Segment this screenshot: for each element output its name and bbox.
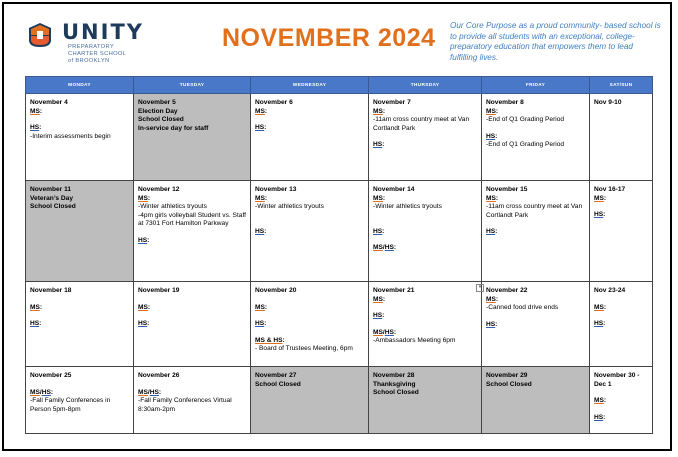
day-cell-nov-5[interactable] <box>134 94 251 181</box>
colon: : <box>147 303 151 311</box>
hs-label: HS <box>486 228 496 236</box>
colon: : <box>382 194 386 202</box>
event-text: -Winter athletics tryouts <box>255 203 324 211</box>
week-row-2 <box>26 181 653 282</box>
hs-label: HS <box>149 388 159 396</box>
event-text: -Fall Family Conferences Virtual 8:30am-2pm <box>138 397 232 413</box>
ms-and-hs-label: MS & HS <box>255 336 283 344</box>
colon: : <box>603 194 607 202</box>
slash: / <box>147 388 150 396</box>
date-label: Nov 23-24 <box>594 287 626 294</box>
event-text: Veteran’s Day <box>30 194 74 202</box>
page-title: NOVEMBER 2024 <box>222 24 436 52</box>
ms-label: MS <box>138 194 148 202</box>
event-text: School Closed <box>373 389 419 397</box>
hs-label: HS <box>594 413 604 421</box>
event-text: -End of Q1 Grading Period <box>486 116 565 124</box>
colon: : <box>147 236 150 244</box>
date-label: November 29 <box>486 372 528 379</box>
colon: : <box>495 295 499 303</box>
day-cell-nov-7[interactable] <box>369 94 482 181</box>
date-label: November 21 <box>373 287 415 294</box>
colon: : <box>495 320 498 328</box>
ms-label: MS <box>373 194 383 202</box>
day-cell-nov-8[interactable] <box>482 94 590 181</box>
colon: : <box>264 124 267 132</box>
colon: : <box>382 295 386 303</box>
colon: : <box>393 328 397 336</box>
day-cell-nov-21[interactable] <box>369 282 482 367</box>
event-text: - Board of Trustees Meeting, 6pm <box>255 345 353 353</box>
date-label: November 14 <box>373 186 415 193</box>
colon: : <box>393 244 397 252</box>
event-text: -Ambassadors Meeting 6pm <box>373 337 456 345</box>
colon: : <box>264 107 268 115</box>
colon: : <box>264 227 267 235</box>
colon: : <box>495 228 498 236</box>
event-text: School Closed <box>255 380 301 388</box>
ms-label: MS <box>255 194 265 202</box>
date-label: November 19 <box>138 287 180 294</box>
colon: : <box>50 388 54 396</box>
event-text: -Winter athletics tryouts <box>373 203 442 211</box>
hs-label: HS <box>384 328 394 336</box>
colon: : <box>382 227 385 235</box>
day-cell-nov-26[interactable] <box>134 367 251 434</box>
event-text: -Fall Family Conferences in Person 5pm-8pm <box>30 397 111 413</box>
hs-label: HS <box>486 132 496 140</box>
colon: : <box>282 336 285 344</box>
day-cell-nov-19[interactable] <box>134 282 251 367</box>
day-cell-nov-25[interactable] <box>26 367 134 434</box>
event-text: School Closed <box>486 380 532 388</box>
day-cell-nov-22[interactable] <box>482 282 590 367</box>
header-tuesday: TUESDAY <box>134 77 251 94</box>
ms-label: MS <box>594 194 604 202</box>
day-cell-nov-9-10[interactable] <box>590 94 653 181</box>
date-label: November 27 <box>255 372 297 379</box>
colon: : <box>603 211 606 219</box>
day-cell-nov-11[interactable] <box>26 181 134 282</box>
week-row-3 <box>26 282 653 367</box>
header-thursday: THURSDAY <box>369 77 482 94</box>
hs-label: HS <box>30 320 40 328</box>
date-label: Nov 16-17 <box>594 186 626 193</box>
colon: : <box>382 312 385 320</box>
core-purpose-text: Our Core Purpose as a proud community- based school is to provide all students with an exceptional, college-preparatory education that empowers them to lead fulfilling lives. <box>450 21 661 62</box>
date-label: November 22 <box>486 287 528 294</box>
colon: : <box>264 194 268 202</box>
colon: : <box>39 124 42 132</box>
colon: : <box>603 320 606 328</box>
date-label: November 30 - Dec 1 <box>594 372 640 388</box>
colon: : <box>147 194 151 202</box>
ms-label: MS <box>486 194 496 202</box>
ms-label: MS <box>255 303 265 311</box>
date-label: November 20 <box>255 287 297 294</box>
ms-label: MS <box>30 107 40 115</box>
colon: : <box>382 141 385 149</box>
hs-label: HS <box>255 124 265 132</box>
colon: : <box>495 194 499 202</box>
ms-label: MS <box>486 295 496 303</box>
ms-label: MS <box>373 295 383 303</box>
header-friday: FRIDAY <box>482 77 590 94</box>
hs-label: HS <box>255 227 265 235</box>
logo-wordmark: UNITY <box>62 20 144 44</box>
header-wednesday: WEDNESDAY <box>251 77 369 94</box>
ms-label: MS <box>594 303 604 311</box>
event-text: -End of Q1 Grading Period <box>486 141 565 149</box>
header-weekend: SAT/SUN <box>590 77 653 94</box>
hs-label: HS <box>373 312 383 320</box>
slash: / <box>382 244 385 252</box>
colon: : <box>39 107 43 115</box>
header-monday: MONDAY <box>26 77 134 94</box>
hs-label: HS <box>138 236 148 244</box>
day-cell-nov-30-dec-1[interactable] <box>590 367 653 434</box>
day-cell-nov-6[interactable] <box>251 94 369 181</box>
hs-label: HS <box>30 124 40 132</box>
ms-label: MS <box>30 303 40 311</box>
hs-label: HS <box>255 320 265 328</box>
colon: : <box>264 303 268 311</box>
event-text: School Closed <box>30 203 76 211</box>
day-cell-nov-16-17[interactable] <box>590 181 653 282</box>
colon: : <box>382 107 386 115</box>
day-cell-nov-27[interactable] <box>251 367 369 434</box>
date-label: November 15 <box>486 186 528 193</box>
event-text: -Canned food drive ends <box>486 304 559 312</box>
week-row-4 <box>26 367 653 434</box>
event-text: -11am cross country meet at Van Cortlandt Park <box>486 203 583 219</box>
event-text: -11am cross country meet at Van Cortlandt Park <box>373 116 470 132</box>
day-cell-nov-29[interactable] <box>482 367 590 434</box>
school-logo <box>28 20 178 70</box>
event-text: In-service day for staff <box>138 124 209 132</box>
logo-line-1: PREPARATORY <box>68 44 115 50</box>
logo-emblem-icon <box>28 22 52 48</box>
hs-label: HS <box>486 320 496 328</box>
colon: : <box>603 303 607 311</box>
ms-label: MS <box>138 303 148 311</box>
date-label: November 11 <box>30 186 72 193</box>
hs-label: HS <box>41 388 51 396</box>
colon: : <box>158 388 162 396</box>
ms-label: MS <box>30 388 40 396</box>
calendar-table <box>25 76 653 434</box>
date-label: November 25 <box>30 372 72 379</box>
colon: : <box>147 320 150 328</box>
date-label: Nov 9-10 <box>594 99 622 106</box>
ms-label: MS <box>373 328 383 336</box>
date-label: November 18 <box>30 287 72 294</box>
colon: : <box>603 397 607 405</box>
hs-label: HS <box>594 211 604 219</box>
date-label: November 6 <box>255 99 293 106</box>
ms-label: MS <box>255 107 265 115</box>
day-cell-nov-13[interactable] <box>251 181 369 282</box>
day-cell-nov-12[interactable] <box>134 181 251 282</box>
cell-dropdown-icon[interactable]: ▾ <box>476 284 484 292</box>
week-row-1 <box>26 94 653 181</box>
slash: / <box>382 328 385 336</box>
logo-line-2: CHARTER SCHOOL <box>68 51 127 57</box>
day-cell-nov-20[interactable] <box>251 282 369 367</box>
hs-label: HS <box>594 320 604 328</box>
day-cell-nov-15[interactable] <box>482 181 590 282</box>
ms-label: MS <box>373 107 383 115</box>
date-label: November 28 <box>373 372 415 379</box>
ms-label: MS <box>138 388 148 396</box>
event-text: School Closed <box>138 116 184 124</box>
hs-label: HS <box>384 244 394 252</box>
event-text: -4pm girls volleyball Student vs. Staff at 7301 Fort Hamilton Parkway <box>138 211 246 228</box>
colon: : <box>39 320 42 328</box>
date-label: November 12 <box>138 186 180 193</box>
logo-line-3: of BROOKLYN <box>68 58 110 64</box>
slash: / <box>39 388 42 396</box>
colon: : <box>264 320 267 328</box>
hs-label: HS <box>138 320 148 328</box>
date-label: November 5 <box>138 99 176 106</box>
date-label: November 13 <box>255 186 297 193</box>
colon: : <box>495 107 499 115</box>
hs-label: HS <box>373 141 383 149</box>
colon: : <box>495 132 498 140</box>
ms-label: MS <box>486 107 496 115</box>
day-cell-nov-28[interactable] <box>369 367 482 434</box>
colon: : <box>603 413 606 421</box>
date-label: November 8 <box>486 99 524 106</box>
date-label: November 7 <box>373 99 411 106</box>
hs-label: HS <box>373 227 383 235</box>
weekday-header-row <box>26 77 653 94</box>
day-cell-nov-4[interactable] <box>26 94 134 181</box>
date-label: November 4 <box>30 99 68 106</box>
event-text: -Winter athletics tryouts <box>138 203 207 211</box>
event-text: -Interim assessments begin <box>30 132 111 140</box>
colon: : <box>39 303 43 311</box>
ms-label: MS <box>594 397 604 405</box>
day-cell-nov-18[interactable] <box>26 282 134 367</box>
event-text: Thanksgiving <box>373 380 416 388</box>
day-cell-nov-23-24[interactable] <box>590 282 653 367</box>
event-text: Election Day <box>138 107 178 115</box>
ms-label: MS <box>373 244 383 252</box>
day-cell-nov-14[interactable] <box>369 181 482 282</box>
date-label: November 26 <box>138 372 180 379</box>
